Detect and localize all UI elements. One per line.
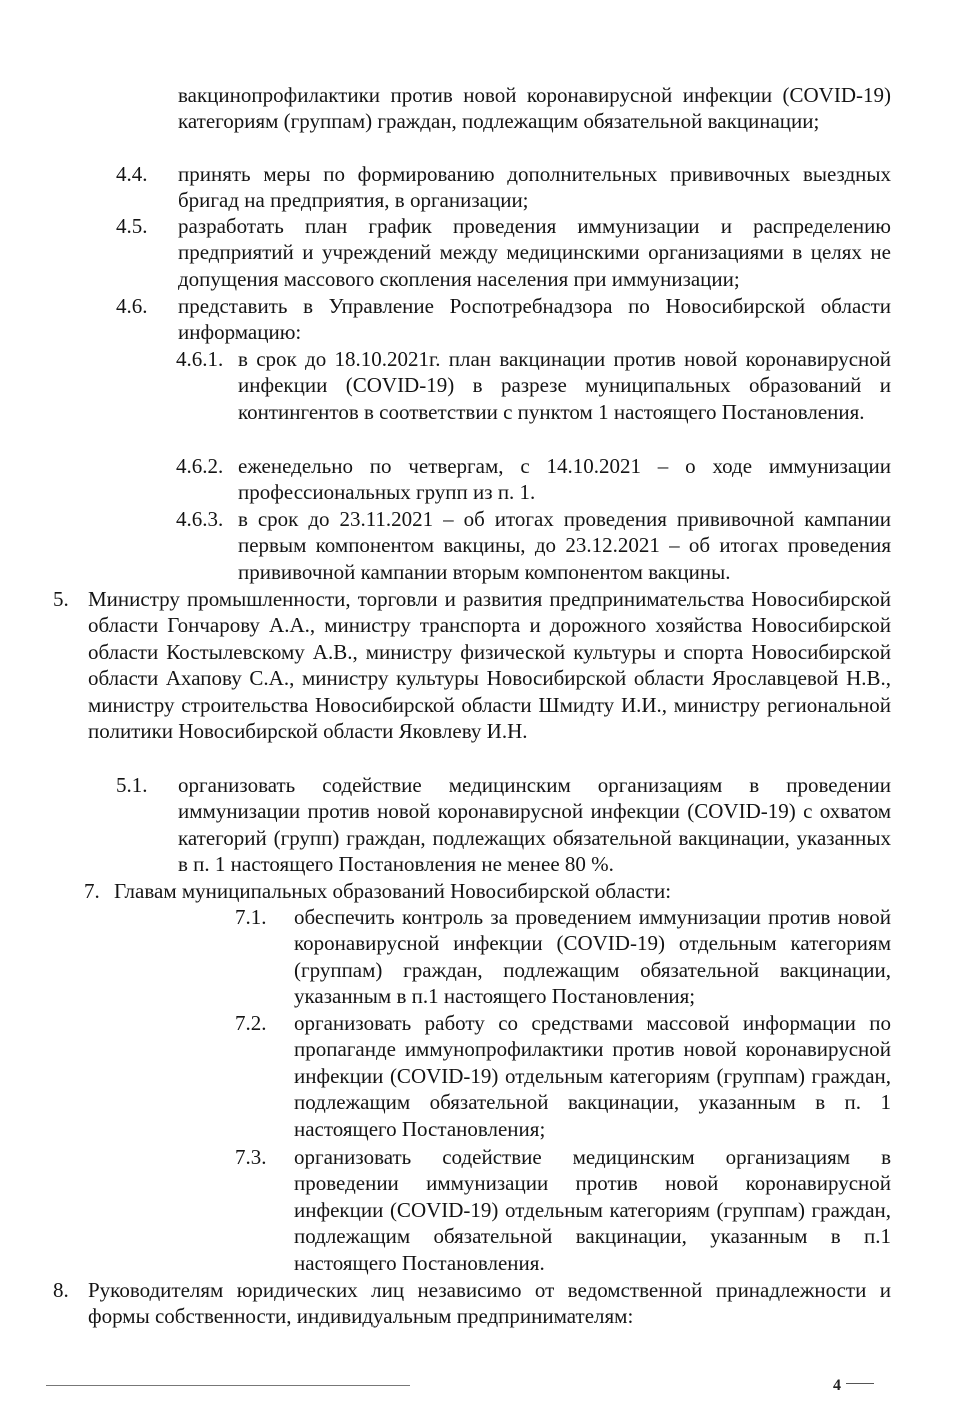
paragraph-text: разработать план график проведения иммунизации и распределению предприятий и учреждений между медицинскими организациями в целях не допущения массового скопления населения при иммунизации; — [178, 214, 891, 291]
paragraph-text: вакцинопрофилактики против новой коронавирусной инфекции (COVID-19) категориям (группам) граждан, подлежащим обязательной вакцинации; — [178, 83, 891, 134]
paragraph-4-6-2 — [176, 453, 891, 506]
item-number: 7.3. — [235, 1145, 267, 1169]
paragraph-text: организовать работу со средствами массовой информации по пропаганде иммунопрофилактики против новой коронавирусной инфекции (COVID-19) отдельным категориям (группам) граждан, подлежащим обязательной вакцинации, указанным в п. 1 настоящего Постановления; — [294, 1011, 891, 1141]
paragraph-text: Руководителям юридических лиц независимо от ведомственной принадлежности и формы собственности, индивидуальным предпринимателям: — [88, 1278, 891, 1329]
item-number: 4.6.1. — [176, 347, 224, 371]
paragraph-text: в срок до 18.10.2021г. план вакцинации против новой коронавирусной инфекции (COVID-19) в разрезе муниципальных образований и контингентов в соответствии с пунктом 1 настоящего Постановления. — [238, 347, 891, 424]
item-number: 8. — [53, 1278, 69, 1302]
item-number: 4.6.2. — [176, 454, 224, 478]
paragraph-4-6 — [116, 293, 891, 346]
paragraph-7 — [84, 878, 891, 904]
paragraph-text: организовать содействие медицинским организациям в проведении иммунизации против новой коронавирусной инфекции (COVID-19) отдельным категориям (группам) граждан, подлежащим обязательной вакцинации, указанным в п.1 настоящего Постановления. — [294, 1145, 891, 1275]
paragraph-7-1 — [235, 904, 891, 1010]
paragraph-4-6-1 — [176, 346, 891, 425]
item-number: 7.1. — [235, 905, 267, 929]
paragraph-4-3-cont — [178, 82, 891, 135]
footer-rule — [46, 1385, 410, 1386]
paragraph-text: Министру промышленности, торговли и развития предпринимательства Новосибирской области Гончарову А.А., министру транспорта и дорожного хозяйства Новосибирской области Костылевскому А.В., министру физической культуры и спорта Новосибирской области Ахапову С.А., министру культуры Новосибирской области Ярославцевой Н.В., министру строительства Новосибирской области Шмидту И.И., министру региональной политики Новосибирской области Яковлеву И.Н. — [88, 587, 891, 744]
item-number: 4.6. — [116, 294, 148, 318]
item-number: 7.2. — [235, 1011, 267, 1035]
item-number: 4.6.3. — [176, 507, 224, 531]
item-number: 4.5. — [116, 214, 148, 238]
paragraph-text: представить в Управление Роспотребнадзора по Новосибирской области информацию: — [178, 294, 891, 345]
paragraph-5 — [53, 586, 891, 744]
item-number: 5.1. — [116, 773, 148, 797]
paragraph-7-3 — [235, 1144, 891, 1276]
item-number: 7. — [84, 879, 100, 903]
paragraph-text: принять меры по формированию дополнительных прививочных выездных бригад на предприятия, в организации; — [178, 162, 891, 213]
page-number: 4 — [833, 1377, 841, 1394]
paragraph-8 — [53, 1277, 891, 1330]
paragraph-text: в срок до 23.11.2021 – об итогах проведения прививочной кампании первым компонентом вакцины, до 23.12.2021 – об итогах проведения прививочной кампании вторым компонентом вакцины. — [238, 507, 891, 584]
paragraph-text: еженедельно по четвергам, с 14.10.2021 – о ходе иммунизации профессиональных групп из п. 1. — [238, 454, 891, 505]
paragraph-text: Главам муниципальных образований Новосибирской области: — [114, 879, 672, 903]
item-number: 5. — [53, 587, 69, 611]
paragraph-text: организовать содействие медицинским организациям в проведении иммунизации против новой коронавирусной инфекции (COVID-19) с охватом категорий (групп) граждан, подлежащих обязательной вакцинации, указанных в п. 1 настоящего Постановления не менее 80 %. — [178, 773, 891, 877]
paragraph-7-2 — [235, 1010, 891, 1142]
paragraph-text: обеспечить контроль за проведением иммунизации против новой коронавирусной инфекции (COVID-19) отдельным категориям (группам) граждан, подлежащим обязательной вакцинации, указанным в п.1 настоящего Постановления; — [294, 905, 891, 1009]
page-number-dash — [846, 1383, 874, 1384]
paragraph-4-6-3 — [176, 506, 891, 585]
paragraph-4-4 — [116, 161, 891, 214]
paragraph-5-1 — [116, 772, 891, 878]
paragraph-4-5 — [116, 213, 891, 292]
item-number: 4.4. — [116, 162, 148, 186]
